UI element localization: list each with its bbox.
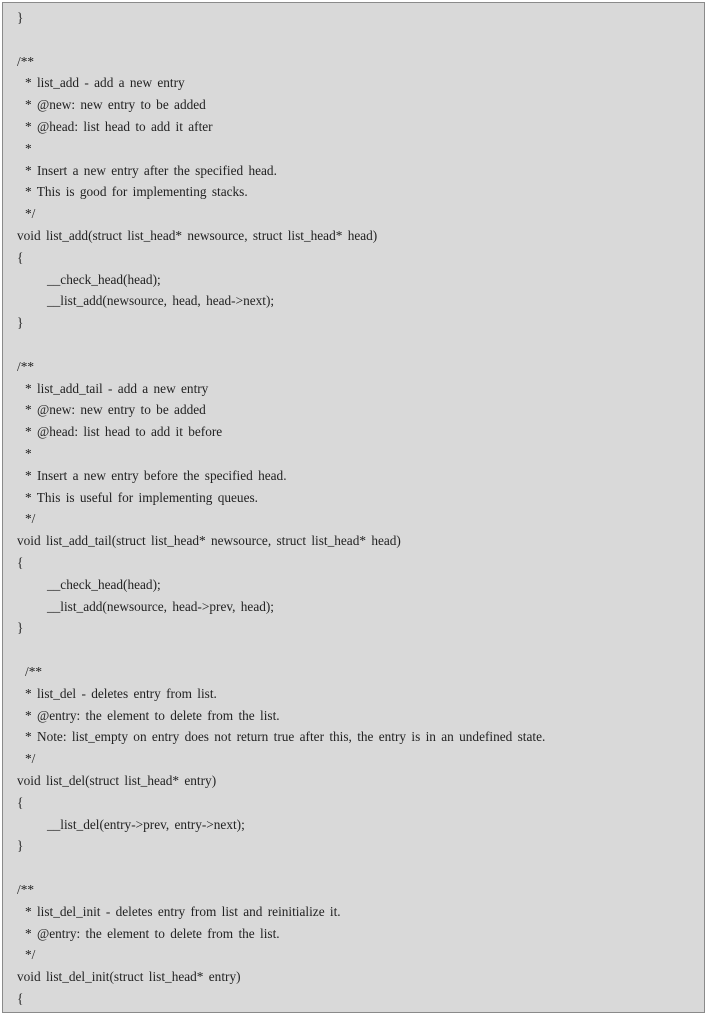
code-line: */ xyxy=(25,947,36,963)
code-line: * @head: list head to add it after xyxy=(25,119,213,134)
code-line: } xyxy=(17,620,24,636)
code-line: } xyxy=(17,838,24,854)
code-line: * xyxy=(25,140,32,156)
code-line: __list_add(newsource, head, head->next); xyxy=(47,293,275,309)
code-line: { xyxy=(17,794,24,810)
code-line: * list_add_tail - add a new entry xyxy=(25,380,209,396)
code-line: */ xyxy=(25,751,36,767)
code-line: void list_add(struct list_head* newsource, struct list_head* head) xyxy=(17,228,378,243)
code-line: void list_del_init(struct list_head* entry) xyxy=(17,969,241,985)
code-line: __list_del(entry->prev, entry->next); xyxy=(47,816,245,832)
code-line: */ xyxy=(25,511,36,527)
code-line: * @entry: the element to delete from the list. xyxy=(25,707,280,723)
code-line: * This is good for implementing stacks. xyxy=(25,184,248,200)
code-line xyxy=(17,30,704,50)
code-line: * list_add - add a new entry xyxy=(25,75,185,91)
code-line: * Insert a new entry after the specified head. xyxy=(25,162,277,178)
code-line: * list_del_init - deletes entry from list and reinitialize it. xyxy=(25,903,341,919)
code-line: * @head: list head to add it before xyxy=(25,424,223,440)
code-line: * @entry: the element to delete from the list. xyxy=(25,925,280,941)
code-line xyxy=(17,640,704,660)
code-line: void list_del(struct list_head* entry) xyxy=(17,773,217,788)
code-line: * xyxy=(25,446,32,461)
code-line: * @new: new entry to be added xyxy=(25,97,206,113)
code-line: __list_add(newsource, head->prev, head); xyxy=(47,598,274,614)
code-line: __check_head(head); xyxy=(47,576,161,592)
code-line: /** xyxy=(17,882,34,897)
code-line: { xyxy=(17,991,24,1006)
code-line: */ xyxy=(25,206,36,222)
code-line: { xyxy=(17,249,24,265)
code-line: * Note: list_empty on entry does not return true after this, the entry is in an undefined state. xyxy=(25,729,546,745)
code-line: { xyxy=(17,555,24,570)
code-line: * list_del - deletes entry from list. xyxy=(25,685,217,701)
code-line: /** xyxy=(17,53,34,69)
code-line: * Insert a new entry before the specified head. xyxy=(25,467,287,483)
code-line: } xyxy=(17,10,24,25)
code-line: /** xyxy=(25,664,42,679)
code-line: /** xyxy=(17,358,34,374)
code-panel xyxy=(2,2,705,1013)
code-line xyxy=(17,858,704,878)
code-line: * This is useful for implementing queues. xyxy=(25,489,258,505)
code-line: void list_add_tail(struct list_head* newsource, struct list_head* head) xyxy=(17,533,401,549)
code-line: * @new: new entry to be added xyxy=(25,402,206,418)
code-line xyxy=(17,335,704,355)
code-line: } xyxy=(17,315,24,331)
code-line: __check_head(head); xyxy=(47,271,161,287)
